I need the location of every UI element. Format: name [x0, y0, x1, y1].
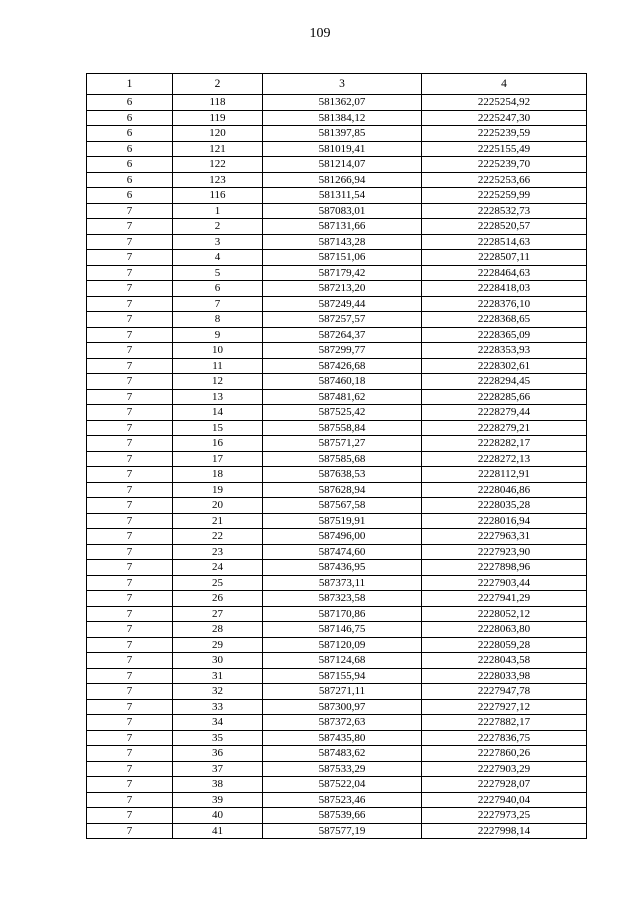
table-body — [87, 95, 587, 839]
x-coordinate-cell: 587628,94 — [263, 482, 422, 498]
point-number-cell: 1 — [173, 203, 263, 219]
section-cell: 7 — [87, 622, 173, 638]
table-row — [87, 281, 587, 297]
table-row — [87, 451, 587, 467]
section-cell: 7 — [87, 715, 173, 731]
section-cell: 7 — [87, 436, 173, 452]
section-cell: 6 — [87, 188, 173, 204]
y-coordinate-cell: 2227898,96 — [422, 560, 587, 576]
section-cell: 6 — [87, 141, 173, 157]
y-coordinate-cell: 2228376,10 — [422, 296, 587, 312]
point-number-cell: 20 — [173, 498, 263, 514]
x-coordinate-cell: 581384,12 — [263, 110, 422, 126]
point-number-cell: 34 — [173, 715, 263, 731]
table-row — [87, 250, 587, 266]
x-coordinate-cell: 587264,37 — [263, 327, 422, 343]
table-row — [87, 668, 587, 684]
point-number-cell: 35 — [173, 730, 263, 746]
section-cell: 7 — [87, 467, 173, 483]
x-coordinate-cell: 587124,68 — [263, 653, 422, 669]
section-cell: 7 — [87, 405, 173, 421]
point-number-cell: 27 — [173, 606, 263, 622]
point-number-cell: 122 — [173, 157, 263, 173]
table-row — [87, 405, 587, 421]
point-number-cell: 7 — [173, 296, 263, 312]
x-coordinate-cell: 587483,62 — [263, 746, 422, 762]
table-row — [87, 312, 587, 328]
y-coordinate-cell: 2228279,21 — [422, 420, 587, 436]
x-coordinate-cell: 587179,42 — [263, 265, 422, 281]
y-coordinate-cell: 2228464,63 — [422, 265, 587, 281]
point-number-cell: 121 — [173, 141, 263, 157]
x-coordinate-cell: 587146,75 — [263, 622, 422, 638]
point-number-cell: 36 — [173, 746, 263, 762]
section-cell: 7 — [87, 699, 173, 715]
section-cell: 7 — [87, 591, 173, 607]
x-coordinate-cell: 587571,27 — [263, 436, 422, 452]
y-coordinate-cell: 2228282,17 — [422, 436, 587, 452]
x-coordinate-cell: 587481,62 — [263, 389, 422, 405]
y-coordinate-cell: 2228035,28 — [422, 498, 587, 514]
y-coordinate-cell: 2228532,73 — [422, 203, 587, 219]
section-cell: 7 — [87, 513, 173, 529]
section-cell: 7 — [87, 389, 173, 405]
table-row — [87, 544, 587, 560]
section-cell: 7 — [87, 730, 173, 746]
x-coordinate-cell: 587083,01 — [263, 203, 422, 219]
x-coordinate-cell: 587373,11 — [263, 575, 422, 591]
y-coordinate-cell: 2228353,93 — [422, 343, 587, 359]
section-cell: 7 — [87, 234, 173, 250]
point-number-cell: 3 — [173, 234, 263, 250]
point-number-cell: 38 — [173, 777, 263, 793]
section-cell: 7 — [87, 575, 173, 591]
y-coordinate-cell: 2228059,28 — [422, 637, 587, 653]
section-cell: 7 — [87, 684, 173, 700]
table-row — [87, 343, 587, 359]
point-number-cell: 4 — [173, 250, 263, 266]
point-number-cell: 13 — [173, 389, 263, 405]
point-number-cell: 21 — [173, 513, 263, 529]
point-number-cell: 116 — [173, 188, 263, 204]
y-coordinate-cell: 2227903,44 — [422, 575, 587, 591]
x-coordinate-cell: 587525,42 — [263, 405, 422, 421]
column-header-4: 4 — [422, 74, 587, 95]
table-row — [87, 606, 587, 622]
x-coordinate-cell: 581266,94 — [263, 172, 422, 188]
point-number-cell: 11 — [173, 358, 263, 374]
x-coordinate-cell: 587638,53 — [263, 467, 422, 483]
section-cell: 7 — [87, 498, 173, 514]
y-coordinate-cell: 2228302,61 — [422, 358, 587, 374]
section-cell: 7 — [87, 637, 173, 653]
y-coordinate-cell: 2228520,57 — [422, 219, 587, 235]
table-row — [87, 157, 587, 173]
table-row — [87, 265, 587, 281]
point-number-cell: 29 — [173, 637, 263, 653]
y-coordinate-cell: 2227947,78 — [422, 684, 587, 700]
y-coordinate-cell: 2225239,70 — [422, 157, 587, 173]
x-coordinate-cell: 587300,97 — [263, 699, 422, 715]
table-row — [87, 126, 587, 142]
section-cell: 7 — [87, 529, 173, 545]
y-coordinate-cell: 2228052,12 — [422, 606, 587, 622]
y-coordinate-cell: 2228279,44 — [422, 405, 587, 421]
y-coordinate-cell: 2228418,03 — [422, 281, 587, 297]
section-cell: 7 — [87, 823, 173, 839]
x-coordinate-cell: 587435,80 — [263, 730, 422, 746]
table-row — [87, 591, 587, 607]
section-cell: 7 — [87, 250, 173, 266]
column-header-3: 3 — [263, 74, 422, 95]
x-coordinate-cell: 587558,84 — [263, 420, 422, 436]
x-coordinate-cell: 587460,18 — [263, 374, 422, 390]
table-row — [87, 141, 587, 157]
table-row — [87, 95, 587, 111]
point-number-cell: 40 — [173, 808, 263, 824]
section-cell: 7 — [87, 606, 173, 622]
x-coordinate-cell: 587523,46 — [263, 792, 422, 808]
y-coordinate-cell: 2227998,14 — [422, 823, 587, 839]
table-row — [87, 482, 587, 498]
section-cell: 6 — [87, 110, 173, 126]
section-cell: 7 — [87, 296, 173, 312]
point-number-cell: 2 — [173, 219, 263, 235]
y-coordinate-cell: 2228033,98 — [422, 668, 587, 684]
table-row — [87, 746, 587, 762]
table-row — [87, 296, 587, 312]
table-row — [87, 761, 587, 777]
y-coordinate-cell: 2225253,66 — [422, 172, 587, 188]
point-number-cell: 12 — [173, 374, 263, 390]
table-row — [87, 622, 587, 638]
y-coordinate-cell: 2228368,65 — [422, 312, 587, 328]
y-coordinate-cell: 2228294,45 — [422, 374, 587, 390]
table-row — [87, 188, 587, 204]
point-number-cell: 8 — [173, 312, 263, 328]
point-number-cell: 41 — [173, 823, 263, 839]
y-coordinate-cell: 2225155,49 — [422, 141, 587, 157]
x-coordinate-cell: 581397,85 — [263, 126, 422, 142]
x-coordinate-cell: 587519,91 — [263, 513, 422, 529]
point-number-cell: 28 — [173, 622, 263, 638]
section-cell: 7 — [87, 374, 173, 390]
x-coordinate-cell: 587120,09 — [263, 637, 422, 653]
y-coordinate-cell: 2227903,29 — [422, 761, 587, 777]
section-cell: 7 — [87, 761, 173, 777]
table-row — [87, 730, 587, 746]
x-coordinate-cell: 587539,66 — [263, 808, 422, 824]
point-number-cell: 37 — [173, 761, 263, 777]
x-coordinate-cell: 587213,20 — [263, 281, 422, 297]
table-row — [87, 684, 587, 700]
table-row — [87, 529, 587, 545]
point-number-cell: 23 — [173, 544, 263, 560]
column-header-1: 1 — [87, 74, 173, 95]
y-coordinate-cell: 2225239,59 — [422, 126, 587, 142]
table-row — [87, 358, 587, 374]
y-coordinate-cell: 2228112,91 — [422, 467, 587, 483]
section-cell: 7 — [87, 281, 173, 297]
point-number-cell: 26 — [173, 591, 263, 607]
table-row — [87, 560, 587, 576]
y-coordinate-cell: 2228046,86 — [422, 482, 587, 498]
x-coordinate-cell: 587372,63 — [263, 715, 422, 731]
y-coordinate-cell: 2227941,29 — [422, 591, 587, 607]
point-number-cell: 19 — [173, 482, 263, 498]
x-coordinate-cell: 581362,07 — [263, 95, 422, 111]
point-number-cell: 39 — [173, 792, 263, 808]
table-row — [87, 172, 587, 188]
table-row — [87, 777, 587, 793]
y-coordinate-cell: 2228365,09 — [422, 327, 587, 343]
y-coordinate-cell: 2227940,04 — [422, 792, 587, 808]
point-number-cell: 17 — [173, 451, 263, 467]
table-row — [87, 203, 587, 219]
table-row — [87, 653, 587, 669]
x-coordinate-cell: 587474,60 — [263, 544, 422, 560]
point-number-cell: 32 — [173, 684, 263, 700]
section-cell: 7 — [87, 560, 173, 576]
y-coordinate-cell: 2228016,94 — [422, 513, 587, 529]
section-cell: 7 — [87, 420, 173, 436]
x-coordinate-cell: 587426,68 — [263, 358, 422, 374]
x-coordinate-cell: 587577,19 — [263, 823, 422, 839]
point-number-cell: 9 — [173, 327, 263, 343]
point-number-cell: 14 — [173, 405, 263, 421]
point-number-cell: 18 — [173, 467, 263, 483]
x-coordinate-cell: 587271,11 — [263, 684, 422, 700]
page-number: 109 — [309, 26, 331, 41]
point-number-cell: 119 — [173, 110, 263, 126]
table-row — [87, 327, 587, 343]
y-coordinate-cell: 2227923,90 — [422, 544, 587, 560]
table-row — [87, 110, 587, 126]
x-coordinate-cell: 587170,86 — [263, 606, 422, 622]
point-number-cell: 123 — [173, 172, 263, 188]
section-cell: 7 — [87, 219, 173, 235]
table-row — [87, 808, 587, 824]
table-row — [87, 374, 587, 390]
y-coordinate-cell: 2225247,30 — [422, 110, 587, 126]
section-cell: 7 — [87, 544, 173, 560]
table-row — [87, 420, 587, 436]
x-coordinate-cell: 587143,28 — [263, 234, 422, 250]
column-header-2: 2 — [173, 74, 263, 95]
x-coordinate-cell: 581311,54 — [263, 188, 422, 204]
section-cell: 7 — [87, 203, 173, 219]
header-row — [87, 74, 587, 95]
point-number-cell: 120 — [173, 126, 263, 142]
y-coordinate-cell: 2228285,66 — [422, 389, 587, 405]
y-coordinate-cell: 2228043,58 — [422, 653, 587, 669]
y-coordinate-cell: 2227927,12 — [422, 699, 587, 715]
section-cell: 7 — [87, 746, 173, 762]
y-coordinate-cell: 2227963,31 — [422, 529, 587, 545]
table-row — [87, 498, 587, 514]
section-cell: 7 — [87, 451, 173, 467]
section-cell: 7 — [87, 653, 173, 669]
coordinates-table — [86, 73, 587, 839]
x-coordinate-cell: 587299,77 — [263, 343, 422, 359]
y-coordinate-cell: 2225254,92 — [422, 95, 587, 111]
y-coordinate-cell: 2228514,63 — [422, 234, 587, 250]
y-coordinate-cell: 2228063,80 — [422, 622, 587, 638]
y-coordinate-cell: 2227973,25 — [422, 808, 587, 824]
x-coordinate-cell: 587151,06 — [263, 250, 422, 266]
x-coordinate-cell: 587249,44 — [263, 296, 422, 312]
table-row — [87, 467, 587, 483]
y-coordinate-cell: 2227860,26 — [422, 746, 587, 762]
point-number-cell: 22 — [173, 529, 263, 545]
table-row — [87, 792, 587, 808]
section-cell: 7 — [87, 358, 173, 374]
x-coordinate-cell: 587131,66 — [263, 219, 422, 235]
x-coordinate-cell: 581214,07 — [263, 157, 422, 173]
section-cell: 7 — [87, 792, 173, 808]
table-row — [87, 699, 587, 715]
section-cell: 6 — [87, 95, 173, 111]
section-cell: 7 — [87, 482, 173, 498]
point-number-cell: 24 — [173, 560, 263, 576]
table-row — [87, 575, 587, 591]
section-cell: 6 — [87, 157, 173, 173]
x-coordinate-cell: 587585,68 — [263, 451, 422, 467]
section-cell: 6 — [87, 126, 173, 142]
point-number-cell: 10 — [173, 343, 263, 359]
section-cell: 7 — [87, 312, 173, 328]
x-coordinate-cell: 581019,41 — [263, 141, 422, 157]
table-row — [87, 234, 587, 250]
x-coordinate-cell: 587257,57 — [263, 312, 422, 328]
y-coordinate-cell: 2227882,17 — [422, 715, 587, 731]
table-row — [87, 637, 587, 653]
y-coordinate-cell: 2227928,07 — [422, 777, 587, 793]
point-number-cell: 30 — [173, 653, 263, 669]
x-coordinate-cell: 587323,58 — [263, 591, 422, 607]
y-coordinate-cell: 2225259,99 — [422, 188, 587, 204]
y-coordinate-cell: 2228272,13 — [422, 451, 587, 467]
section-cell: 7 — [87, 777, 173, 793]
x-coordinate-cell: 587567,58 — [263, 498, 422, 514]
section-cell: 7 — [87, 343, 173, 359]
section-cell: 6 — [87, 172, 173, 188]
table-header — [87, 74, 587, 95]
table-row — [87, 436, 587, 452]
point-number-cell: 118 — [173, 95, 263, 111]
point-number-cell: 5 — [173, 265, 263, 281]
section-cell: 7 — [87, 265, 173, 281]
point-number-cell: 6 — [173, 281, 263, 297]
table-row — [87, 715, 587, 731]
point-number-cell: 31 — [173, 668, 263, 684]
point-number-cell: 16 — [173, 436, 263, 452]
table-row — [87, 513, 587, 529]
y-coordinate-cell: 2228507,11 — [422, 250, 587, 266]
table-row — [87, 389, 587, 405]
table-row — [87, 219, 587, 235]
x-coordinate-cell: 587436,95 — [263, 560, 422, 576]
section-cell: 7 — [87, 668, 173, 684]
x-coordinate-cell: 587155,94 — [263, 668, 422, 684]
point-number-cell: 33 — [173, 699, 263, 715]
section-cell: 7 — [87, 808, 173, 824]
table-row — [87, 823, 587, 839]
x-coordinate-cell: 587533,29 — [263, 761, 422, 777]
point-number-cell: 25 — [173, 575, 263, 591]
x-coordinate-cell: 587496,00 — [263, 529, 422, 545]
point-number-cell: 15 — [173, 420, 263, 436]
x-coordinate-cell: 587522,04 — [263, 777, 422, 793]
y-coordinate-cell: 2227836,75 — [422, 730, 587, 746]
section-cell: 7 — [87, 327, 173, 343]
